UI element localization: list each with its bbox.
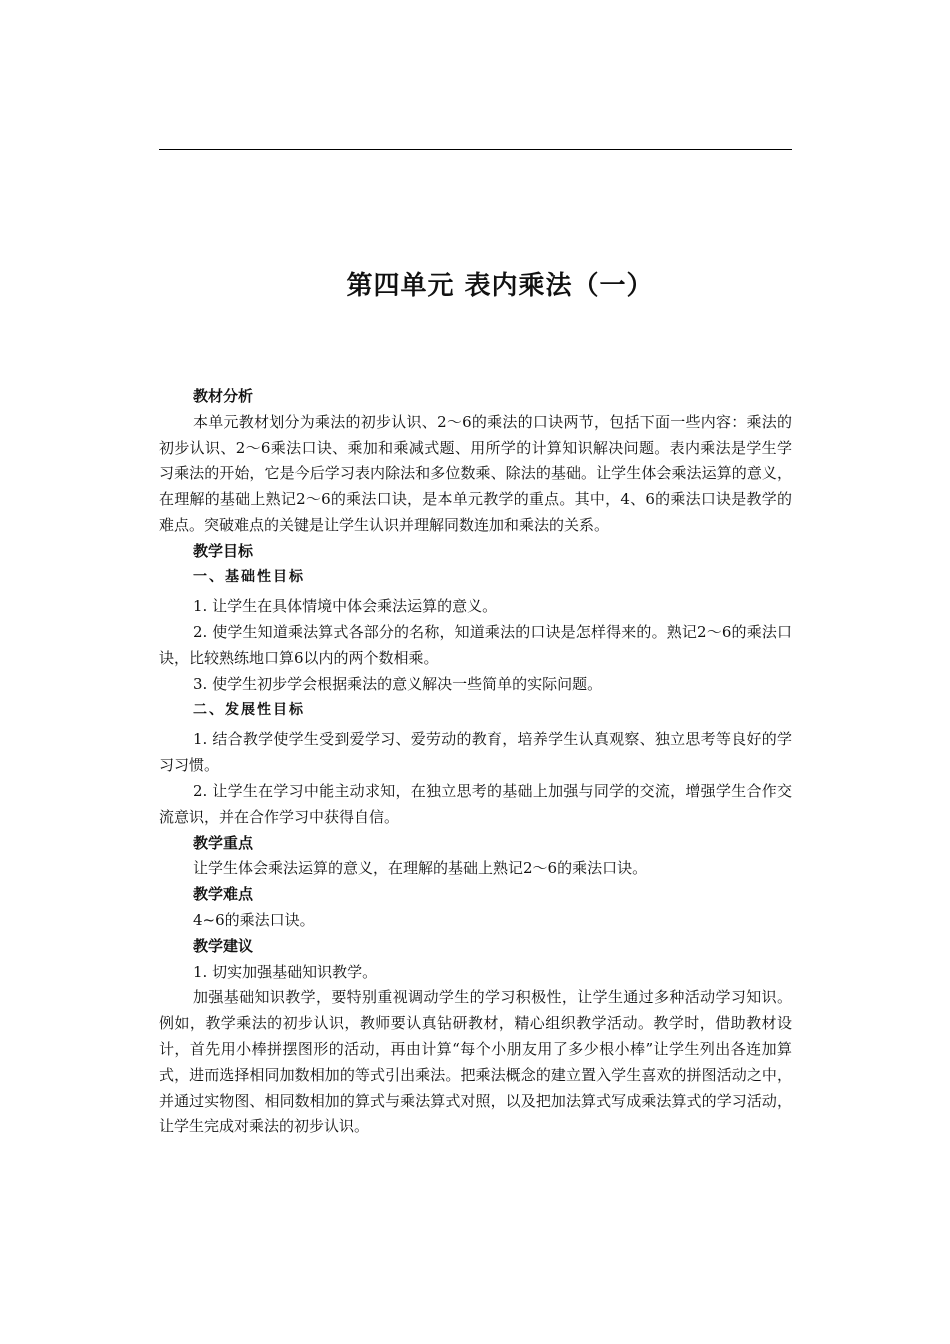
- section-heading-suggest: 教学建议: [193, 936, 254, 955]
- paragraph-suggest: 加强基础知识教学，要特别重视调动学生的学习积极性，让学生通过多种活动学习知识。例如，教学乘法的初步认识，教师要认真钻研教材，精心组织教学活动。教学时，借助教材设计，首先用小棒拼摆图形的活动，再由计算“每个小朋友用了多少根小棒”让学生列出各连加算式，进而选择相同加数相加的等式引出乘法。把乘法概念的建立置入学生喜欢的拼图活动之中，并通过实物图、相同数相加的算式与乘法算式对照，以及把加法算式写成乘法算式的学习活动，让学生完成对乘法的初步认识。: [159, 988, 792, 1136]
- list-item-basic-3: 3. 使学生初步学会根据乘法的意义解决一些简单的实际问题。: [193, 674, 603, 693]
- paragraph-difficulty: 4~6的乘法口诀。: [193, 910, 315, 929]
- section-heading-key: 教学重点: [193, 833, 254, 852]
- paragraph-key: 让学生体会乘法运算的意义，在理解的基础上熟记2～6的乘法口诀。: [193, 859, 648, 878]
- list-item-develop-1: 1. 结合教学使学生受到爱学习、爱劳动的教育，培养学生认真观察、独立思考等良好的学习习惯。: [159, 730, 792, 775]
- list-item-suggest-1: 1. 切实加强基础知识教学。: [193, 962, 378, 981]
- section-heading-difficulty: 教学难点: [193, 885, 254, 904]
- page-title: 第四单元 表内乘法（一）: [346, 271, 654, 301]
- list-item-basic-2: 2. 使学生知道乘法算式各部分的名称，知道乘法的口诀是怎样得来的。熟记2～6的乘法口诀，比较熟练地口算6以内的两个数相乘。: [159, 623, 792, 667]
- subheading-basic-goals: 一、基础性目标: [193, 568, 305, 585]
- header-rule: [159, 149, 792, 150]
- paragraph-analysis: 本单元教材划分为乘法的初步认识、2～6的乘法的口诀两节，包括下面一些内容：乘法的初步认识、2～6乘法口诀、乘加和乘减式题、用所学的计算知识解决问题。表内乘法是学生学习乘法的开始，它是今后学习表内除法和多位数乘、除法的基础。让学生体会乘法运算的意义，在理解的基础上熟记2～6的乘法口诀，是本单元教学的重点。其中，4、6的乘法口诀是教学的难点。突破难点的关键是让学生认识并理解同数连加和乘法的关系。: [159, 412, 792, 534]
- subheading-develop-goals: 二、发展性目标: [193, 701, 305, 718]
- document-body: [159, 384, 792, 1140]
- list-item-basic-1: 1. 让学生在具体情境中体会乘法运算的意义。: [193, 597, 498, 616]
- section-heading-goals: 教学目标: [193, 541, 254, 560]
- section-heading-analysis: 教材分析: [193, 387, 254, 405]
- list-item-develop-2: 2. 让学生在学习中能主动求知，在独立思考的基础上加强与同学的交流，增强学生合作交流意识，并在合作学习中获得自信。: [159, 781, 792, 826]
